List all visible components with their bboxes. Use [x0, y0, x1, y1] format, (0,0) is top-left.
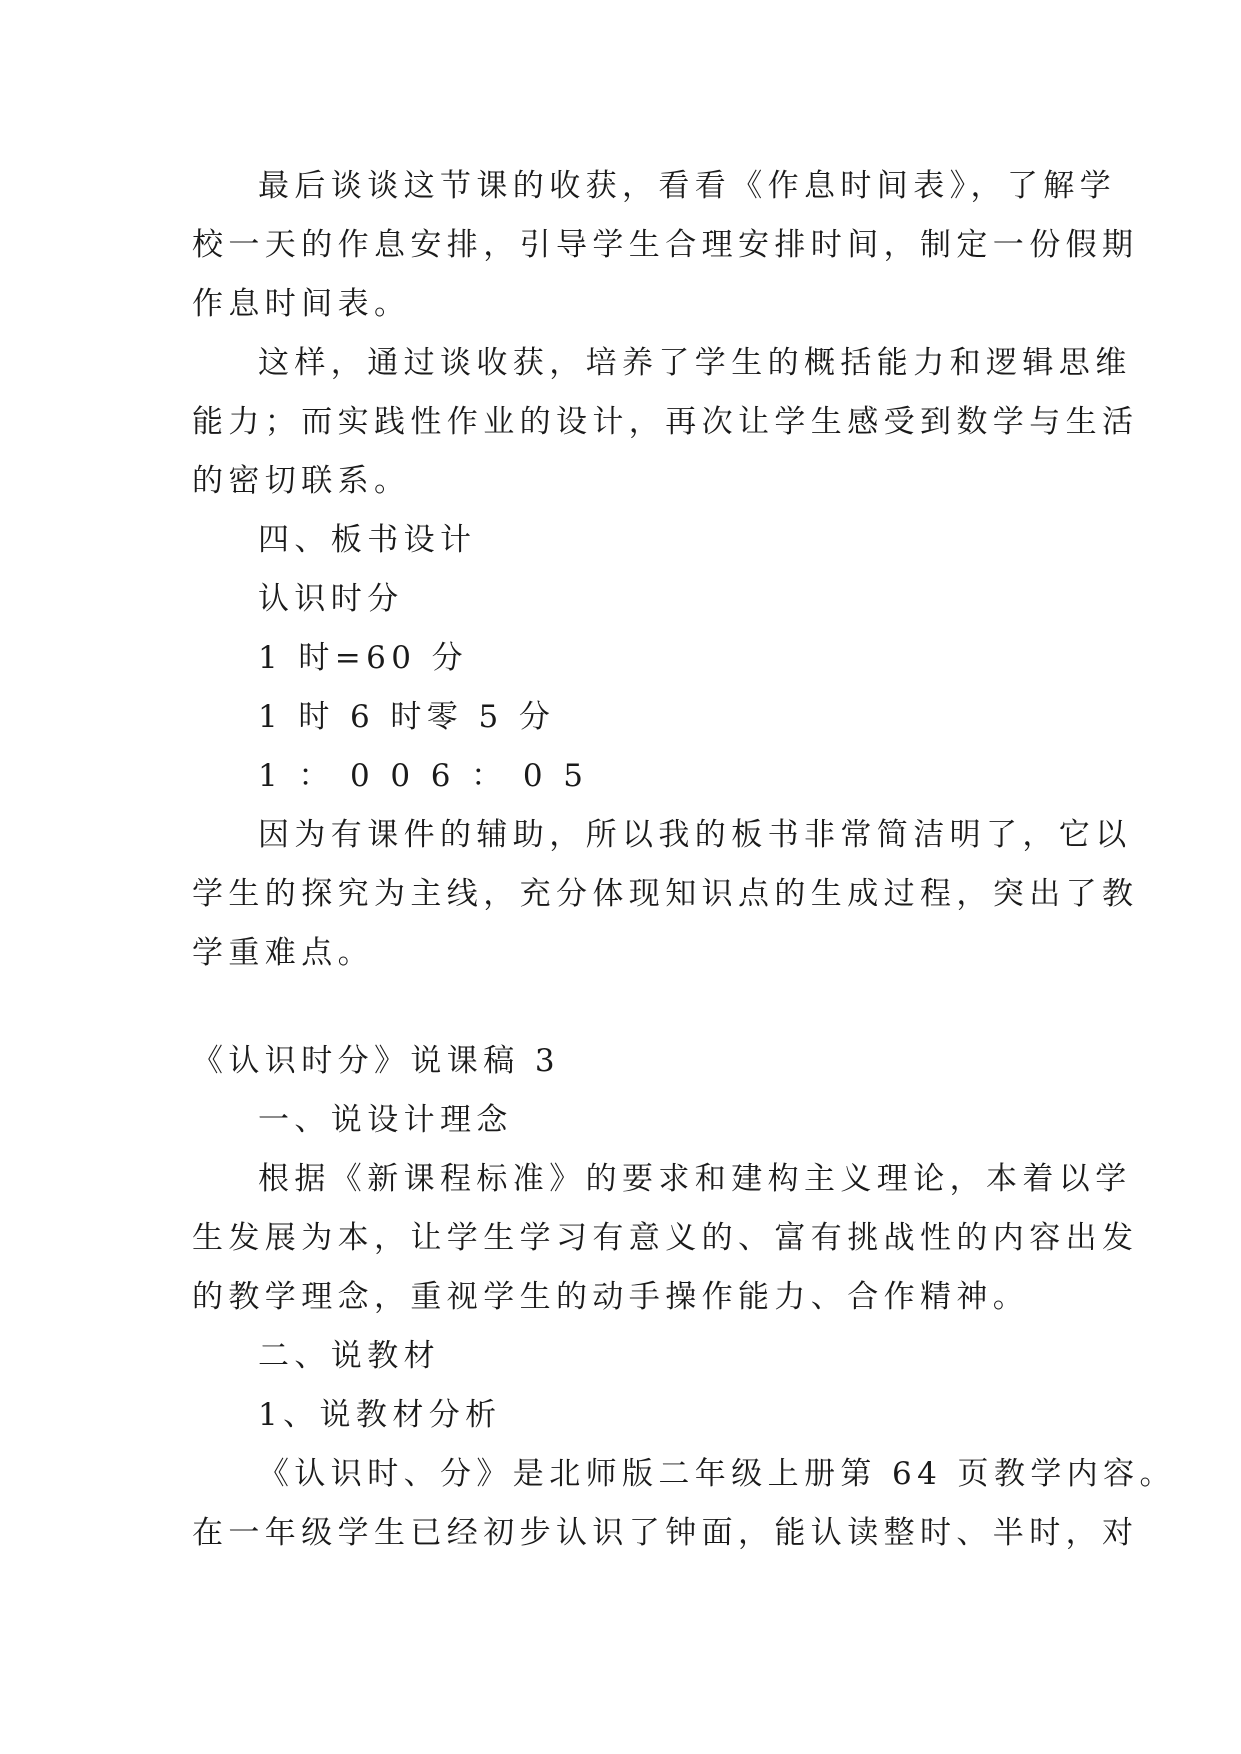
paragraph-line: 校一天的作息安排，引导学生合理安排时间，制定一份假期 — [192, 227, 1139, 263]
paragraph-line: 根据《新课程标准》的要求和建构主义理论，本着以学 — [258, 1161, 1132, 1197]
paragraph-line: 学重难点。 — [192, 935, 374, 971]
paragraph-line: 这样，通过谈收获，培养了学生的概括能力和逻辑思维 — [258, 345, 1132, 381]
board-line: 认识时分 — [258, 581, 404, 617]
paragraph-line: 因为有课件的辅助，所以我的板书非常简洁明了，它以 — [258, 817, 1132, 853]
board-line: 1 时=60 分 — [258, 640, 469, 676]
paragraph-line: 能力；而实践性作业的设计，再次让学生感受到数学与生活 — [192, 404, 1139, 440]
paragraph-line: 学生的探究为主线，充分体现知识点的生成过程，突出了教 — [192, 876, 1139, 912]
board-line: 1 ： 0 0 6 ： 0 5 — [258, 758, 589, 794]
section-title: 《认识时分》说课稿 3 — [192, 1043, 560, 1079]
paragraph-line: 《认识时、分》是北师版二年级上册第 64 页教学内容。 — [258, 1456, 1176, 1492]
section-heading: 四、板书设计 — [258, 522, 477, 558]
board-line: 1 时 6 时零 5 分 — [258, 699, 556, 735]
section-heading: 二、说教材 — [258, 1338, 440, 1374]
paragraph-line: 在一年级学生已经初步认识了钟面，能认读整时、半时，对 — [192, 1515, 1139, 1551]
paragraph-line: 作息时间表。 — [192, 286, 411, 322]
paragraph-line: 生发展为本，让学生学习有意义的、富有挑战性的内容出发 — [192, 1220, 1139, 1256]
section-heading: 一、说设计理念 — [258, 1102, 513, 1138]
paragraph-line: 的密切联系。 — [192, 463, 411, 499]
paragraph-line: 的教学理念，重视学生的动手操作能力、合作精神。 — [192, 1279, 1030, 1315]
paragraph-line: 最后谈谈这节课的收获，看看《作息时间表》，了解学 — [258, 168, 1117, 204]
subsection-heading: 1、说教材分析 — [258, 1397, 502, 1433]
